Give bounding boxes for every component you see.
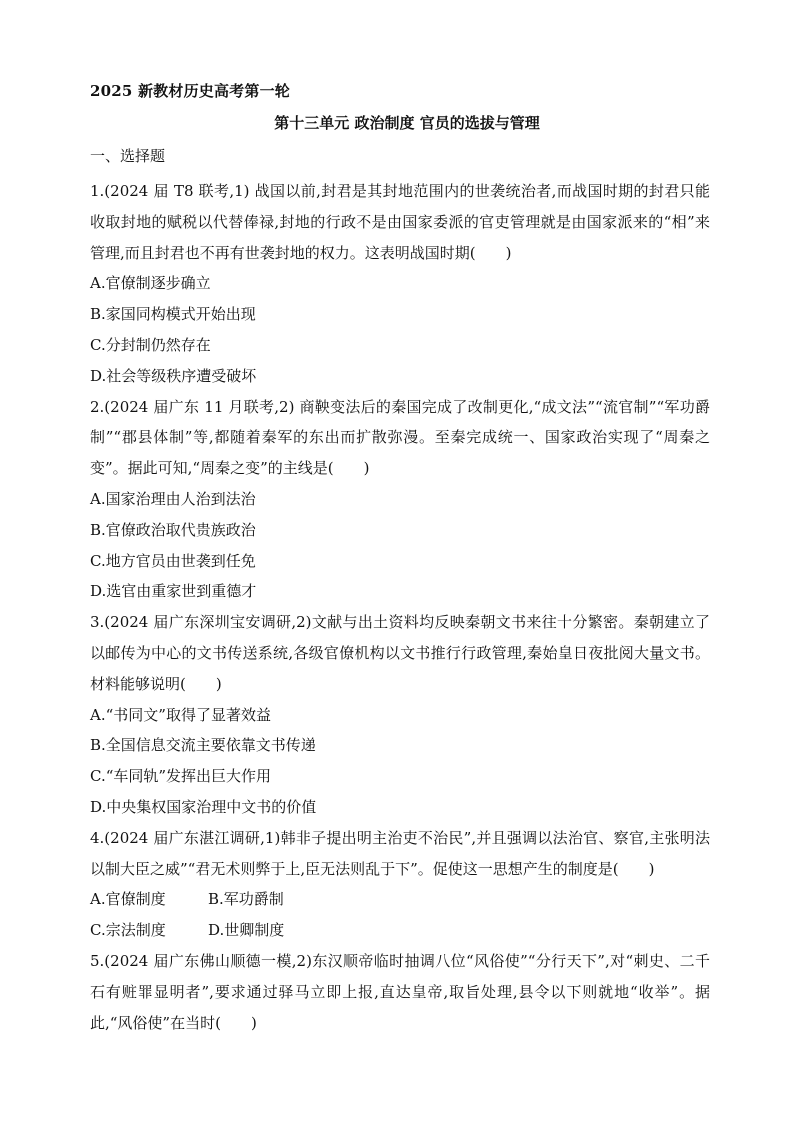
question-4 bbox=[90, 823, 710, 946]
option-b: B.全国信息交流主要依靠文书传递 bbox=[90, 736, 316, 755]
option-b: B.官僚政治取代贵族政治 bbox=[90, 520, 256, 539]
option-d: D.社会等级秩序遭受破坏 bbox=[90, 366, 257, 385]
option-c: C.宗法制度 bbox=[90, 921, 166, 940]
option-a: A.“书同文”取得了显著效益 bbox=[90, 705, 271, 724]
option-a: A.国家治理由人治到法治 bbox=[90, 489, 256, 508]
question-1 bbox=[90, 176, 710, 392]
question-stem: 1.(2024 届 T8 联考,1) 战国以前,封君是其封地范围内的世袭统治者,而战国时期的封君只能收取封地的赋税以代替俸禄,封地的行政不是由国家委派的官吏管理就是由国家派来的“相”来管理,而且封君也不再有世袭封地的权力。这表明战国时期( ) bbox=[90, 182, 710, 262]
document-header-title: 2025 新教材历史高考第一轮 bbox=[90, 82, 290, 100]
question-5 bbox=[90, 946, 710, 1038]
option-c: C.“车同轨”发挥出巨大作用 bbox=[90, 767, 272, 786]
question-2 bbox=[90, 392, 710, 608]
option-a: A.官僚制逐步确立 bbox=[90, 274, 211, 293]
option-d: D.选官由重家世到重德才 bbox=[90, 582, 257, 601]
option-d: D.中央集权国家治理中文书的价值 bbox=[90, 797, 317, 816]
option-c: C.分封制仍然存在 bbox=[90, 335, 211, 354]
question-3 bbox=[90, 607, 710, 823]
question-stem: 2.(2024 届广东 11 月联考,2) 商鞅变法后的秦国完成了改制更化,“成文法”“流官制”“军功爵制”“郡县体制”等,都随着秦军的东出而扩散弥漫。至秦完成统一、国家政治实现了“周秦之变”。据此可知,“周秦之变”的主线是( ) bbox=[90, 397, 710, 478]
option-row bbox=[90, 884, 710, 915]
option-b: B.家国同构模式开始出现 bbox=[90, 305, 256, 324]
option-c: C.地方官员由世袭到任免 bbox=[90, 551, 256, 570]
option-b: B.军功爵制 bbox=[208, 890, 284, 909]
question-list bbox=[90, 176, 710, 1038]
section-title: 一、选择题 bbox=[90, 147, 166, 165]
option-row bbox=[90, 915, 710, 946]
question-stem: 3.(2024 届广东深圳宝安调研,2)文献与出土资料均反映秦朝文书来往十分繁密。秦朝建立了以邮传为中心的文书传送系统,各级官僚机构以文书推行行政管理,秦始皇日夜批阅大量文书。材料能够说明( ) bbox=[90, 613, 710, 693]
option-d: D.世卿制度 bbox=[208, 921, 285, 940]
unit-title: 第十三单元 政治制度 官员的选拔与管理 bbox=[274, 114, 540, 132]
option-a: A.官僚制度 bbox=[90, 890, 166, 909]
question-stem: 4.(2024 届广东湛江调研,1)韩非子提出明主治吏不治民”,并且强调以法治官、察官,主张明法以制大臣之威”“君无术则弊于上,臣无法则乱于下”。促使这一思想产生的制度是( ) bbox=[90, 828, 710, 878]
question-stem: 5.(2024 届广东佛山顺德一模,2)东汉顺帝临时抽调八位“风俗使”“分行天下”,对“刺史、二千石有赃罪显明者”,要求通过驿马立即上报,直达皇帝,取旨处理,县令以下则就地“收举”。据此,“风俗使”在当时( ) bbox=[90, 951, 710, 1032]
